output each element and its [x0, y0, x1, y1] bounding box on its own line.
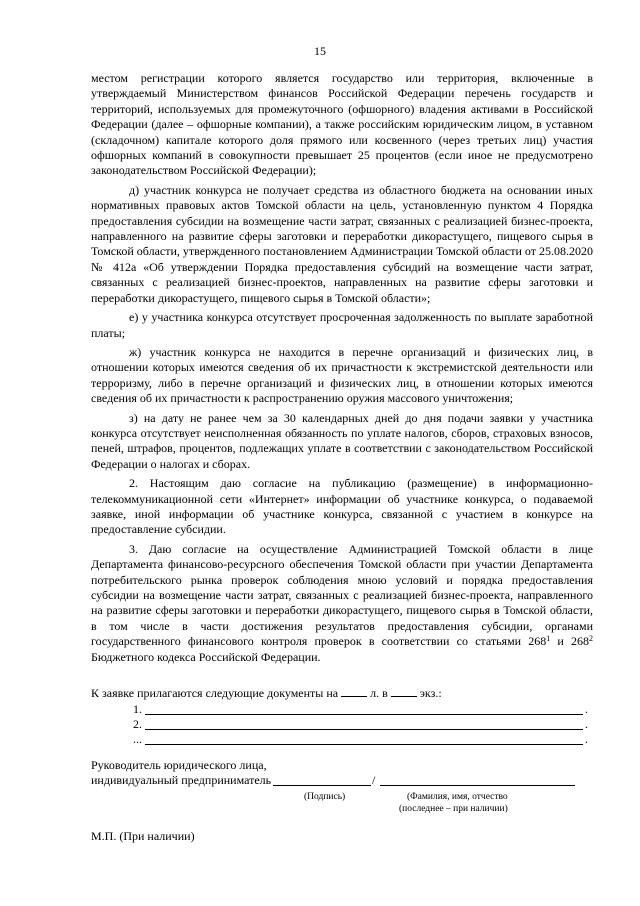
- attachment-line-3: [91, 732, 593, 747]
- attachment-blank-3[interactable]: [145, 744, 583, 745]
- signature-separator: /: [372, 773, 376, 787]
- article-superscript-1: 1: [546, 634, 551, 644]
- signatory-title-line-2: индивидуальный предприниматель: [91, 773, 272, 787]
- full-name-field[interactable]: [380, 785, 575, 786]
- sheets-count-blank[interactable]: [341, 686, 367, 697]
- paragraph-item-zh: ж) участник конкурса не находится в перечне организаций и физических лиц, в отношении которых имеются сведения об их причастности к экстремистской деятельности или терроризму, либо в перечне организаций и физических лиц, в отношении которых имеются сведения об их причастности к распространению оружия массового уничтожения;: [91, 344, 593, 406]
- attachment-blank-1[interactable]: [145, 714, 583, 715]
- attachment-blank-2[interactable]: [145, 729, 583, 730]
- signature-block: [91, 758, 611, 814]
- document-body: [91, 71, 593, 665]
- attachments-intro-text-c: экз.:: [416, 686, 442, 700]
- signature-field[interactable]: [273, 785, 371, 786]
- consent-inspection-mid: и 268: [550, 634, 590, 649]
- attachment-line-end: .: [585, 702, 588, 716]
- full-name-caption-1: (Фамилия, имя, отчество: [407, 792, 508, 802]
- attachment-number: 1.: [133, 702, 142, 716]
- attachment-line-end: .: [585, 732, 588, 746]
- signatory-line: [91, 773, 611, 788]
- full-name-caption-2: (последнее – при наличии): [399, 804, 508, 814]
- consent-inspection-end: Бюджетного кодекса Российской Федерации.: [91, 649, 321, 664]
- attachment-line-end: .: [585, 717, 588, 731]
- paragraph-item-e: е) у участника конкурса отсутствует просроченная задолженность по выплате заработной платы;: [91, 310, 593, 340]
- signatory-title-line-1: Руководитель юридического лица,: [91, 758, 267, 772]
- page-number: 15: [314, 44, 326, 58]
- attachments-intro-text-b: л. в: [367, 686, 391, 700]
- paragraph-consent-inspection: [91, 542, 593, 665]
- copies-count-blank[interactable]: [391, 686, 417, 697]
- attachments-intro-text-a: К заявке прилагаются следующие документы на: [91, 686, 342, 700]
- attachment-line-2: [91, 717, 593, 732]
- paragraph-consent-publication: 2. Настоящим даю согласие на публикацию (размещение) в информационно-телекоммуникационной сети «Интернет» информации об участнике конкурса, о подаваемой заявке, иной информации об участнике конкурса, связанной с участием в конкурсе на предоставление субсидии.: [91, 476, 593, 537]
- stamp-place: М.П. (При наличии): [91, 829, 195, 843]
- attachment-line-1: [91, 702, 593, 717]
- attachment-number: 2.: [133, 717, 142, 731]
- attachments-intro: [91, 686, 593, 701]
- attachment-number: ...: [133, 732, 142, 746]
- article-superscript-2: 2: [589, 634, 594, 644]
- paragraph-offshore: местом регистрации которого является государство или территория, включенные в утверждаемый Министерством финансов Российской Федерации перечень государств и территорий, используемых для промежуточного (офшорного) владения активами в Российской Федерации (далее – офшорные компании), а также российским юридическим лицом, в уставном (складочном) капитале которого доля прямого или косвенного (через третьих лиц) участия офшорных компаний в совокупности превышает 25 процентов (если иное не предусмотрено законодательством Российской Федерации);: [91, 71, 593, 178]
- consent-inspection-text: 3. Даю согласие на осуществление Администрацией Томской области в лице Департамента финансово-ресурсного обеспечения Томской области при участии Департамента потребительского рынка проверок соблюдения мною условий и порядка предоставления субсидии на возмещение части затрат, связанных с реализацией бизнес-проекта, направленного на развитие сферы заготовки и переработки дикорастущего, пищевого сырья в Томской области, в том числе в части достижения результатов предоставления субсидии, органами государственного финансового контроля проверок в соответствии со статьями 268: [91, 541, 593, 649]
- paragraph-item-z: з) на дату не ранее чем за 30 календарных дней до дня подачи заявки у участника конкурса отсутствует неисполненная обязанность по уплате налогов, сборов, страховых взносов, пеней, штрафов, процентов, подлежащих уплате в соответствии с законодательством Российской Федерации о налогах и сборах.: [91, 410, 593, 471]
- paragraph-item-d: д) участник конкурса не получает средства из областного бюджета на основании иных нормативных правовых актов Томской области на цель, установленную пунктом 4 Порядка предоставления субсидии на возмещение части затрат, связанных с реализацией бизнес-проекта, направленного на развитие сферы заготовки и переработки дикорастущего, пищевого сырья в Томской области, утвержденного постановлением Администрации Томской области от 25.08.2020 № 412а «Об утверждении Порядка предоставления субсидий на возмещение части затрат, связанных с реализацией бизнес-проектов, направленных на развитие сферы заготовки и переработки дикорастущего, пищевого сырья в Томской области»;: [91, 182, 593, 305]
- signature-caption: (Подпись): [304, 792, 346, 802]
